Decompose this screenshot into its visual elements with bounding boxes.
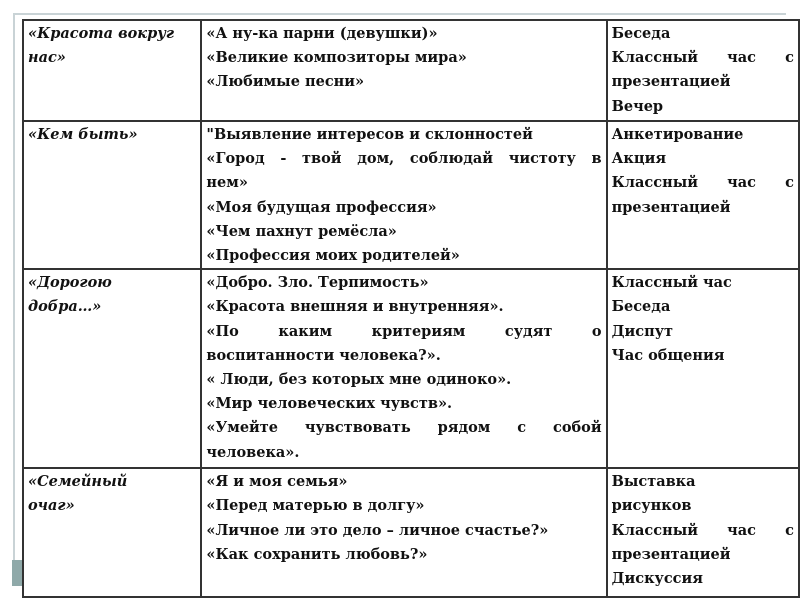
cell-entry (206, 123, 601, 147)
entry-line: «Кем быть» (28, 126, 138, 143)
forms-cell (607, 468, 799, 597)
plan-table (22, 19, 800, 598)
cell-entry (612, 271, 794, 295)
cell-entry (612, 171, 794, 219)
entry-line: «Умейте чувствовать рядом с собой (206, 419, 602, 437)
topic-cell (23, 121, 201, 269)
entry-line: Дискуссия (611, 570, 703, 588)
cell-entry (206, 494, 601, 518)
cell-entry (28, 22, 196, 70)
entry-line: «Семейный (28, 473, 128, 491)
cell-entry (612, 567, 794, 591)
entry-line: «Любимые песни» (206, 73, 365, 91)
entry-line: Классный час с (611, 49, 794, 67)
cell-entry (612, 123, 794, 147)
cell-entry (612, 147, 794, 171)
entry-line: Классный час с (611, 521, 794, 539)
entry-line: « Люди, без которых мне одиноко». (206, 371, 512, 389)
cell-entry (206, 519, 601, 543)
topic-cell (23, 20, 201, 121)
cell-entry (612, 95, 794, 119)
cell-entry (612, 295, 794, 319)
entry-line: Классный час с (611, 174, 794, 192)
entry-line: презентацией (611, 198, 731, 216)
cell-entry (206, 271, 601, 295)
cell-entry (612, 519, 794, 567)
entry-line: «Перед матерью в долгу» (206, 497, 425, 515)
cell-entry (206, 147, 601, 195)
events-cell (201, 121, 606, 269)
entry-line: Диспут (611, 322, 673, 340)
entry-line: человека». (206, 443, 300, 461)
entry-line: "Выявление интересов и склонностей (206, 126, 533, 143)
entry-line: нем» (206, 174, 248, 192)
entry-line: Беседа (611, 298, 671, 316)
cell-entry (206, 320, 601, 368)
cell-entry (206, 543, 601, 567)
table-row (23, 121, 799, 269)
events-cell (201, 468, 606, 597)
cell-entry (206, 416, 601, 464)
entry-line: «Красота вокруг (28, 25, 175, 42)
cell-entry (206, 46, 601, 70)
entry-line: Вечер (611, 97, 664, 115)
topic-cell (23, 468, 201, 597)
entry-line: «Город - твой дом, соблюдай чистоту в (206, 150, 602, 168)
entry-line: «Профессия моих родителей» (206, 247, 460, 265)
cell-entry (612, 344, 794, 368)
entry-line: «Моя будущая профессия» (206, 198, 437, 216)
entry-line: «Великие композиторы мира» (206, 49, 467, 67)
forms-cell (607, 20, 799, 121)
cell-entry (206, 220, 601, 244)
table-row (23, 468, 799, 597)
events-cell (201, 269, 606, 468)
entry-line: Беседа (611, 25, 671, 42)
cell-entry (206, 295, 601, 319)
entry-line: Выставка (611, 473, 696, 491)
entry-line: «А ну-ка парни (девушки)» (206, 25, 438, 42)
entry-line: «Красота внешняя и внутренняя». (206, 298, 504, 316)
entry-line: воспитанности человека?». (206, 346, 441, 364)
cell-entry (612, 46, 794, 94)
entry-line: Час общения (611, 346, 725, 364)
entry-line: добра…» (28, 298, 102, 316)
entry-line: рисунков (611, 497, 692, 515)
entry-line: Классный час (611, 274, 732, 292)
cell-entry (28, 123, 196, 147)
cell-entry (612, 470, 794, 518)
cell-entry (206, 368, 601, 392)
cell-entry (28, 271, 196, 319)
entry-line: «По каким критериям судят о (206, 322, 602, 340)
cell-entry (206, 392, 601, 416)
entry-line: презентацией (611, 73, 731, 91)
entry-line: «Я и моя семья» (206, 473, 348, 491)
entry-line: «Мир человеческих чувств». (206, 395, 453, 413)
cell-entry (206, 22, 601, 46)
cell-entry (28, 470, 196, 518)
entry-line: Анкетирование (611, 126, 744, 143)
forms-cell (607, 121, 799, 269)
cell-entry (206, 244, 601, 268)
table-row (23, 20, 799, 121)
entry-line: презентацией (611, 545, 731, 563)
cell-entry (206, 196, 601, 220)
entry-line: «Дорогою (28, 274, 112, 292)
entry-line: «Чем пахнут ремёсла» (206, 222, 397, 240)
cell-entry (612, 320, 794, 344)
entry-line: Акция (611, 150, 667, 168)
entry-line: нас» (28, 49, 66, 67)
entry-line: «Личное ли это дело – личное счастье?» (206, 521, 549, 539)
entry-line: «Добро. Зло. Терпимость» (206, 274, 429, 292)
entry-line: очаг» (28, 497, 75, 515)
events-cell (201, 20, 606, 121)
topic-cell (23, 269, 201, 468)
cell-entry (206, 70, 601, 94)
cell-entry (612, 22, 794, 46)
forms-cell (607, 269, 799, 468)
entry-line: «Как сохранить любовь?» (206, 545, 428, 563)
cell-entry (206, 470, 601, 494)
table-row (23, 269, 799, 468)
